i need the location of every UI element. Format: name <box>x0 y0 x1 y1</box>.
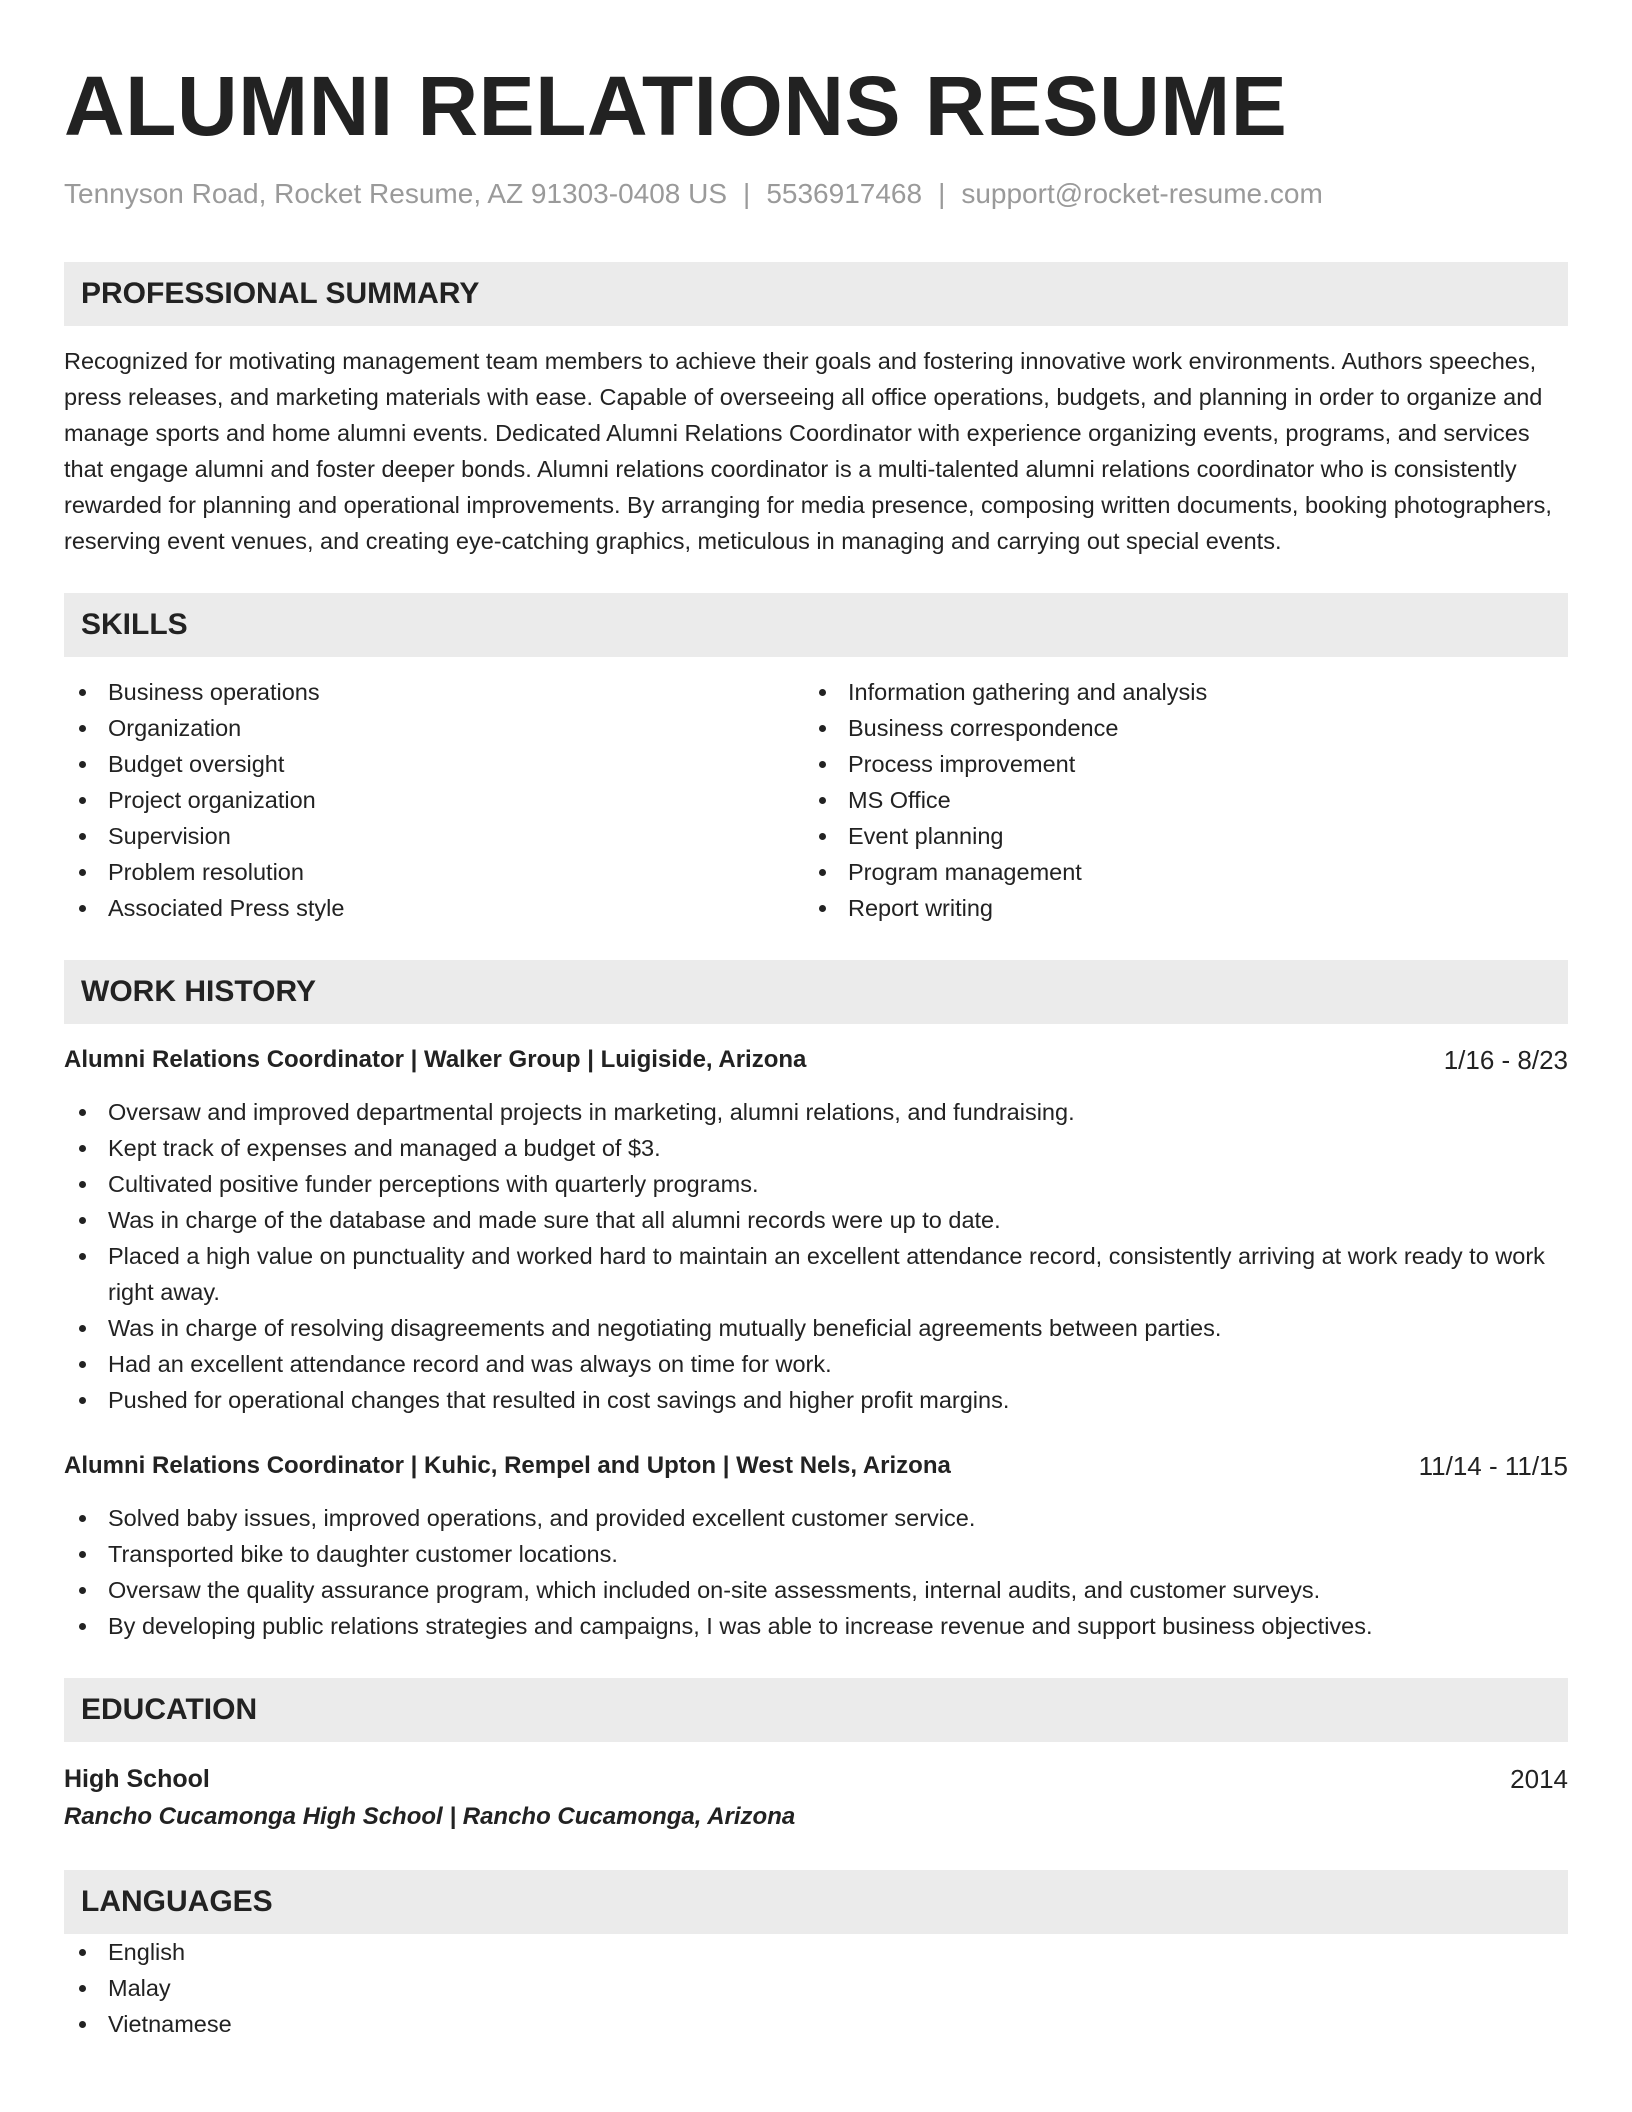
education-year: 2014 <box>1510 1764 1568 1794</box>
list-item: Information gathering and analysis <box>804 674 1544 710</box>
education-degree: High School <box>64 1765 210 1793</box>
list-item: Had an excellent attendance record and was always on time for work. <box>64 1346 1568 1382</box>
contact-separator: | <box>938 178 946 209</box>
list-item: Cultivated positive funder perceptions with quarterly programs. <box>64 1166 1568 1202</box>
list-item: Oversaw the quality assurance program, which included on-site assessments, internal audits, and customer surveys. <box>64 1572 1568 1608</box>
list-item: Event planning <box>804 818 1544 854</box>
list-item: Vietnamese <box>64 2006 1568 2042</box>
education-school: Rancho Cucamonga High School | Rancho Cucamonga, Arizona <box>64 1803 796 1830</box>
list-item: Program management <box>804 854 1544 890</box>
skills-column-right <box>804 674 1544 926</box>
summary-text: Recognized for motivating management team members to achieve their goals and fostering innovative work environments. Authors speeches, press releases, and marketing materials with ease. Capable of overseeing all office operations, budgets, and planning in order to organize and manage sports and home alumni events. Dedicated Alumni Relations Coordinator with experience organizing events, programs, and services that engage alumni and foster deeper bonds. Alumni relations coordinator is a multi-talented alumni relations coordinator who is consistently rewarded for planning and operational improvements. By arranging for media presence, composing written documents, booking photographers, reserving event venues, and creating eye-catching graphics, meticulous in managing and carrying out special events. <box>64 348 1552 554</box>
list-item: Oversaw and improved departmental projects in marketing, alumni relations, and fundraising. <box>64 1094 1568 1130</box>
education-entry <box>64 1760 1568 1836</box>
section-header-skills: SKILLS <box>64 593 1568 657</box>
contact-address: Tennyson Road, Rocket Resume, AZ 91303-0408 US <box>64 178 728 209</box>
section-header-summary: PROFESSIONAL SUMMARY <box>64 262 1568 326</box>
list-item: English <box>64 1934 1568 1970</box>
job-title: Alumni Relations Coordinator | Walker Group | Luigiside, Arizona <box>64 1046 807 1073</box>
job-bullets <box>64 1094 1568 1418</box>
list-item: MS Office <box>804 782 1544 818</box>
job-dates: 11/14 - 11/15 <box>1418 1451 1568 1481</box>
job-entry <box>64 1448 1568 1644</box>
list-item: By developing public relations strategies and campaigns, I was able to increase revenue and support business objectives. <box>64 1608 1568 1644</box>
list-item: Supervision <box>64 818 804 854</box>
job-entry <box>64 1042 1568 1418</box>
list-item: Process improvement <box>804 746 1544 782</box>
section-header-work-history: WORK HISTORY <box>64 960 1568 1024</box>
job-dates: 1/16 - 8/23 <box>1443 1045 1568 1075</box>
list-item: Report writing <box>804 890 1544 926</box>
job-header <box>64 1448 1568 1484</box>
job-bullets <box>64 1500 1568 1644</box>
list-item: Business correspondence <box>804 710 1544 746</box>
section-header-education: EDUCATION <box>64 1678 1568 1742</box>
contact-separator: | <box>743 178 751 209</box>
job-header <box>64 1042 1568 1078</box>
list-item: Budget oversight <box>64 746 804 782</box>
list-item: Project organization <box>64 782 804 818</box>
contact-line <box>64 176 1568 212</box>
contact-phone: 5536917468 <box>766 178 923 209</box>
contact-email: support@rocket-resume.com <box>961 178 1323 209</box>
list-item: Associated Press style <box>64 890 804 926</box>
list-item: Problem resolution <box>64 854 804 890</box>
job-title: Alumni Relations Coordinator | Kuhic, Rempel and Upton | West Nels, Arizona <box>64 1452 951 1479</box>
education-header <box>64 1760 1568 1798</box>
list-item: Transported bike to daughter customer locations. <box>64 1536 1568 1572</box>
resume-title: ALUMNI RELATIONS RESUME <box>64 59 1288 153</box>
list-item: Organization <box>64 710 804 746</box>
list-item: Business operations <box>64 674 804 710</box>
list-item: Was in charge of resolving disagreements and negotiating mutually beneficial agreements between parties. <box>64 1310 1568 1346</box>
list-item: Kept track of expenses and managed a budget of $3. <box>64 1130 1568 1166</box>
skills-column-left <box>64 674 804 926</box>
list-item: Pushed for operational changes that resulted in cost savings and higher profit margins. <box>64 1382 1568 1418</box>
section-header-languages: LANGUAGES <box>64 1870 1568 1934</box>
languages-list <box>64 1934 1568 2042</box>
skills-list <box>64 674 1568 926</box>
list-item: Was in charge of the database and made sure that all alumni records were up to date. <box>64 1202 1568 1238</box>
list-item: Placed a high value on punctuality and worked hard to maintain an excellent attendance record, consistently arriving at work ready to work right away. <box>64 1238 1568 1310</box>
list-item: Malay <box>64 1970 1568 2006</box>
list-item: Solved baby issues, improved operations, and provided excellent customer service. <box>64 1500 1568 1536</box>
